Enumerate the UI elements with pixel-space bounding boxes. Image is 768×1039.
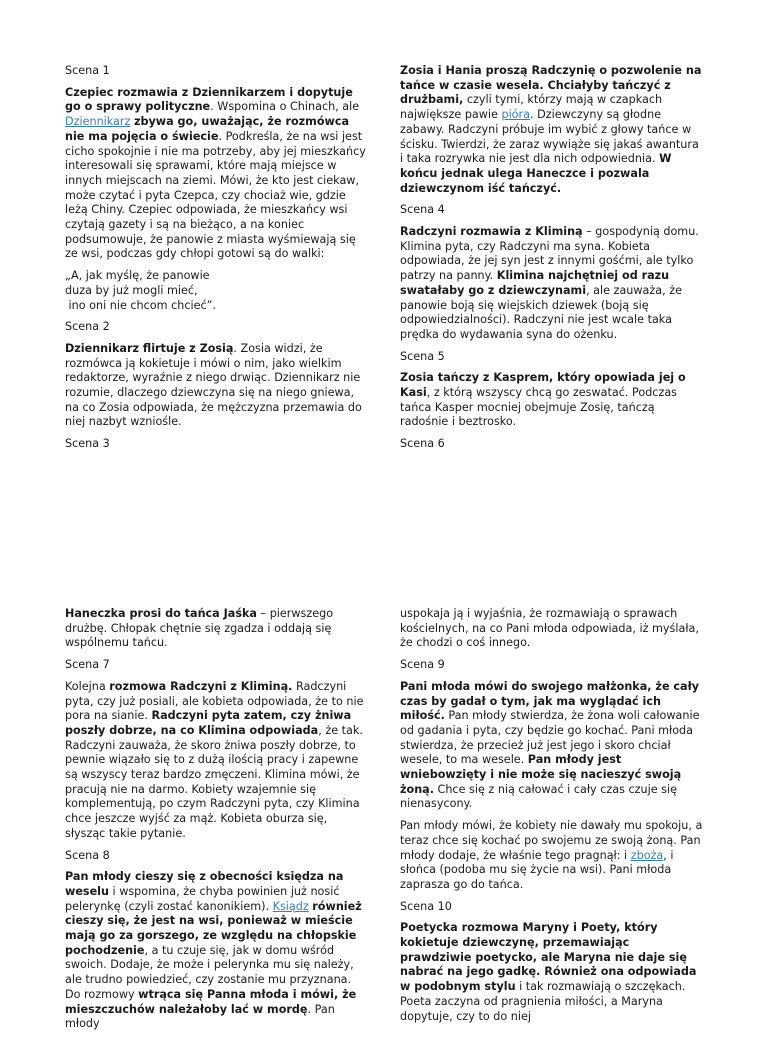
page-top <box>0 0 768 460</box>
bold-text: Klimina najchętniej od razu swatałaby go z dziewczynami <box>400 269 670 297</box>
bold-text: wtrąca się Panna młoda i mówi, że mieszczuchów należałoby lać w mordę <box>65 987 357 1016</box>
text-run: , a tu czuje się, jak w domu wśród swoich. Dodaje, że może i pelerynka mu się należy, ale trudno powiedzieć, czy zostanie mu przyznana. Do rozmowy <box>65 943 354 1001</box>
paragraph <box>65 342 369 430</box>
bold-text: Zosia i Hania proszą Radczynię o pozwolenie na tańce w czasie wesela. Chciałyby tańczyć z drużbami, <box>400 64 702 107</box>
text-run: i wspomina, że chyba powinien już nosić pelerynkę (czyli zostać kanonikiem). <box>65 884 340 913</box>
quote-line: „A, jak myślę, że panowie <box>65 269 210 283</box>
bold-text: rozmowa Radczyni z Kliminą. <box>109 679 293 693</box>
scene-heading: Scena 4 <box>400 203 445 217</box>
text-run: , że tak. Radczyni zauważa, że skoro żniwa poszły dobrze, to pewnie wiązało się to z dużą ilością pracy i zapewne są wszyscy teraz bardzo zmęczeni. Klimina mówi, że pracują nie na darmo. Kobiety wzajemnie się komplementują, po czym Radczyni pyta, czy Klimina chce jeszcze wyjść za mąż. Kobieta oburza się, słysząc takie pytanie. <box>65 723 363 840</box>
text-run: . Zosia widzi, że rozmówca ją kokietuje i mówi o nim, jako wielkim redaktorze, wyraźnie z niego drwiąc. Dziennikarz nie rozumie, dlaczego dziewczyna się na niego gniewa, na co Zosia odpowiada, że mężczyzna przemawia do niej nazbyt wzniośle. <box>65 341 362 429</box>
scene-heading: Scena 3 <box>65 437 110 451</box>
bold-text: Dziennikarz flirtuje z Zosią <box>65 341 234 355</box>
bold-text: Zosia tańczy z Kasprem, który opowiada jej o Kasi <box>400 371 686 400</box>
paragraph <box>400 64 704 196</box>
quote-block <box>65 269 369 313</box>
text-run: Radczyni pyta, czy już posiali, ale kobieta odpowiada, że to nie pora na sianie. <box>65 679 364 723</box>
bold-text: również cieszy się, że jest na wsi, ponieważ w mieście mają go za gorszego, ze względu na chłopskie pochodzenie <box>65 899 362 957</box>
text-run: , i słońca (podoba mu się życie na wsi). Pani młoda zaprasza go do tańca. <box>400 848 674 891</box>
bold-text: Radczyni pyta zatem, czy żniwa poszły dobrze, na co Klimina odpowiada <box>65 709 352 737</box>
paragraph <box>400 225 704 343</box>
paragraph <box>65 870 369 1032</box>
text-run: . Pan młody <box>65 1002 335 1031</box>
text-run: – pierwszego drużbę. Chłopak chętnie się zgadza i oddają się wspólnemu tańcu. <box>65 607 334 650</box>
text-run: i tak rozmawiają o szczękach. Poeta zaczyna od pragnienia miłości, a Maryna dopytuje, czy to do niej <box>400 980 686 1023</box>
scene-heading: Scena 10 <box>400 899 452 913</box>
text-run: Chce się z nią całować i cały czas czuje się nienasycony. <box>400 782 677 811</box>
bold-text: Pan młody jest wniebowzięty i nie może się nacieszyć swoją żoną. <box>400 753 682 796</box>
scene-heading: Scena 1 <box>65 64 110 77</box>
quote-line: ino oni nie chcom chcieć”. <box>65 298 216 312</box>
paragraph <box>65 86 369 262</box>
text-run: – gospodynią domu. Klimina pyta, czy Radczyni ma syna. Kobieta odpowiada, że jej syn jest z innymi gośćmi, ale tylko patrzy na panny. <box>400 225 699 283</box>
paragraph <box>400 921 704 1024</box>
bold-text: Pani młoda mówi do swojego małżonka, że cały czas by gadał o tym, jak ma wyglądać ich miłość. <box>400 679 700 723</box>
text-run: . Podkreśla, że na wsi jest cicho spokojnie i nie ma potrzeby, aby jej mieszkańcy interesowali się sprawami, które mają miejsce w innych miejscach na ziemi. Mówi, że kto jest ciekaw, może czytać i pyta Czepca, czy chociaż wie, gdzie leżą Chiny. Czepiec odpowiada, że mieszkańcy wsi czytają gazety i są na bieżąco, a na koniec podsumowuje, że panowie z miasta wyśmiewają się ze wsi, podczas gdy chłopi gotowi są do walki: <box>65 129 366 261</box>
scene-heading: Scena 2 <box>65 320 110 334</box>
inline-link[interactable]: zboża <box>630 848 664 862</box>
scene-heading: Scena 8 <box>65 848 110 862</box>
top-right-column <box>400 64 704 459</box>
paragraph <box>400 371 704 430</box>
paragraph <box>400 607 704 651</box>
top-left-column <box>65 64 369 459</box>
bottom-right-column <box>400 607 704 1031</box>
text-run: , z którą wszyscy chcą go zeswatać. Podczas tańca Kasper mocniej obejmuje Zosię, tańczą radośnie i beztrosko. <box>400 386 678 429</box>
text-run: . Dziewczyny są głodne zabawy. Radczyni próbuje im wybić z głowy tańce w ścisku. Twierdzi, że zaraz wywiąże się jakaś awantura i taka rozrywka nie jest dla nich odpowiednia. <box>400 108 699 166</box>
paragraph <box>400 680 704 812</box>
page-bottom <box>0 604 768 1031</box>
text-run: , ale zauważa, że panowie boją się wiejskich dziewek (boją się odpowiedzialności). Radczyni nie jest wcale taka prędka do wydawania syna do ożenku. <box>400 283 682 341</box>
bold-text: Poetycka rozmowa Maryny i Poety, który kokietuje dziewczynę, przemawiając prawdziwie poetycko, ale Maryna nie daje się nabrać na jego gadkę. Również ona odpowiada w podobnym stylu <box>400 921 697 994</box>
bold-text: W końcu jednak ulega Haneczce i pozwala dziewczynom iść tańczyć. <box>400 152 672 195</box>
scene-heading: Scena 9 <box>400 658 445 672</box>
bold-text: Radczyni rozmawia z Kliminą <box>400 225 583 239</box>
text-run: uspokaja ją i wyjaśnia, że rozmawiają o sprawach kościelnych, na co Pani młoda odpowiada, iż myślała, że chodzi o coś innego. <box>400 607 699 650</box>
bold-text: zbywa go, uważając, że rozmówca nie ma pojęcia o świecie <box>65 115 350 143</box>
scene-heading: Scena 7 <box>65 658 110 672</box>
bold-text: Pan młody cieszy się z obecności księdza na weselu <box>65 870 344 898</box>
quote-line: duza by już mogli mieć, <box>65 283 198 297</box>
paragraph <box>65 680 369 842</box>
text-run: Kolejna <box>65 679 110 693</box>
scene-heading: Scena 6 <box>400 437 445 451</box>
scene-heading: Scena 5 <box>400 349 445 363</box>
text-run: . Wspomina o Chinach, ale <box>210 100 360 114</box>
paragraph <box>65 607 369 651</box>
inline-link[interactable]: pióra <box>501 108 530 122</box>
bold-text: Haneczka prosi do tańca Jaśka <box>65 607 257 620</box>
inline-link[interactable]: Dziennikarz <box>65 115 131 129</box>
text-run: Pan młody stwierdza, że żona woli całowanie od gadania i pyta, czy będzie go kochać. Pani młoda stwierdza, że przecież już jest jego i skoro chciał wesele, to ma wesele. <box>400 709 700 767</box>
bottom-left-column <box>65 607 369 1039</box>
text-run: Pan młody mówi, że kobiety nie dawały mu spokoju, a teraz chce się kochać po swojemu ze swoją żoną. Pan młody dodaje, że właśnie tego pragnął: i <box>400 819 703 862</box>
text-run: czyli tymi, którzy mają w czapkach największe pawie <box>400 93 663 122</box>
inline-link[interactable]: Ksiądz <box>272 899 309 913</box>
paragraph <box>400 819 704 893</box>
bold-text: Czepiec rozmawia z Dziennikarzem i dopytuje go o sprawy polityczne <box>65 85 353 114</box>
